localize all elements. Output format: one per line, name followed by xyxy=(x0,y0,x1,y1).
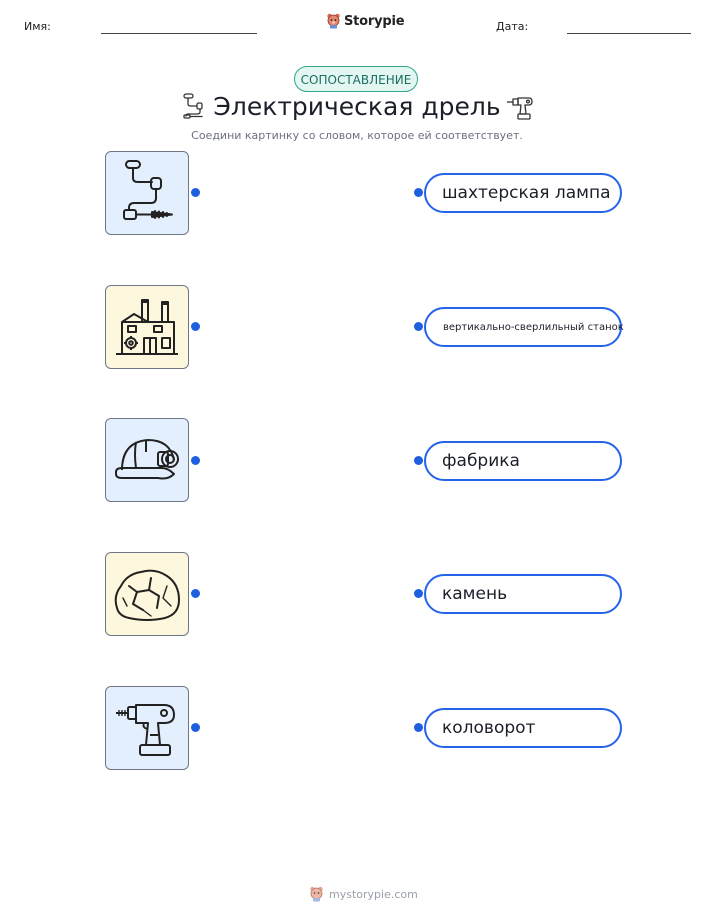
matching-badge: СОПОСТАВЛЕНИЕ xyxy=(294,66,418,92)
word-dot-1[interactable] xyxy=(414,188,423,197)
picture-card-3[interactable] xyxy=(105,418,189,502)
hand-brace-drill-small-icon xyxy=(180,92,206,122)
name-line[interactable] xyxy=(101,33,257,34)
storypie-mascot-icon xyxy=(326,13,341,29)
stone-icon xyxy=(111,562,183,626)
footer-url[interactable]: mystorypie.com xyxy=(329,887,418,901)
picture-card-4[interactable] xyxy=(105,552,189,636)
picture-dot-2[interactable] xyxy=(191,322,200,331)
brand-logo xyxy=(326,13,404,29)
word-dot-4[interactable] xyxy=(414,589,423,598)
miner-helmet-lamp-icon xyxy=(112,430,182,490)
picture-dot-3[interactable] xyxy=(191,456,200,465)
picture-card-5[interactable] xyxy=(105,686,189,770)
page-title: Электрическая дрель xyxy=(213,92,501,121)
footer xyxy=(309,886,418,902)
word-dot-5[interactable] xyxy=(414,723,423,732)
picture-card-2[interactable] xyxy=(105,285,189,369)
word-option-2[interactable]: вертикально-сверлильный станок xyxy=(424,307,622,347)
picture-dot-5[interactable] xyxy=(191,723,200,732)
brand-name: Storypie xyxy=(344,13,405,29)
word-option-4[interactable]: камень xyxy=(424,574,622,614)
picture-card-1[interactable] xyxy=(105,151,189,235)
instructions: Соедини картинку со словом, которое ей соответствует. xyxy=(191,129,523,142)
name-label: Имя: xyxy=(24,20,51,33)
factory-icon xyxy=(114,294,180,360)
hand-brace-drill-icon xyxy=(116,158,178,228)
picture-dot-1[interactable] xyxy=(191,188,200,197)
storypie-mascot-icon xyxy=(309,886,324,902)
picture-dot-4[interactable] xyxy=(191,589,200,598)
cordless-drill-icon xyxy=(114,695,180,761)
date-line[interactable] xyxy=(567,33,691,34)
date-label: Дата: xyxy=(496,20,529,33)
cordless-drill-small-icon xyxy=(505,92,535,122)
word-option-1[interactable]: шахтерская лампа xyxy=(424,173,622,213)
word-option-5[interactable]: коловорот xyxy=(424,708,622,748)
word-option-3[interactable]: фабрика xyxy=(424,441,622,481)
word-dot-3[interactable] xyxy=(414,456,423,465)
word-dot-2[interactable] xyxy=(414,322,423,331)
